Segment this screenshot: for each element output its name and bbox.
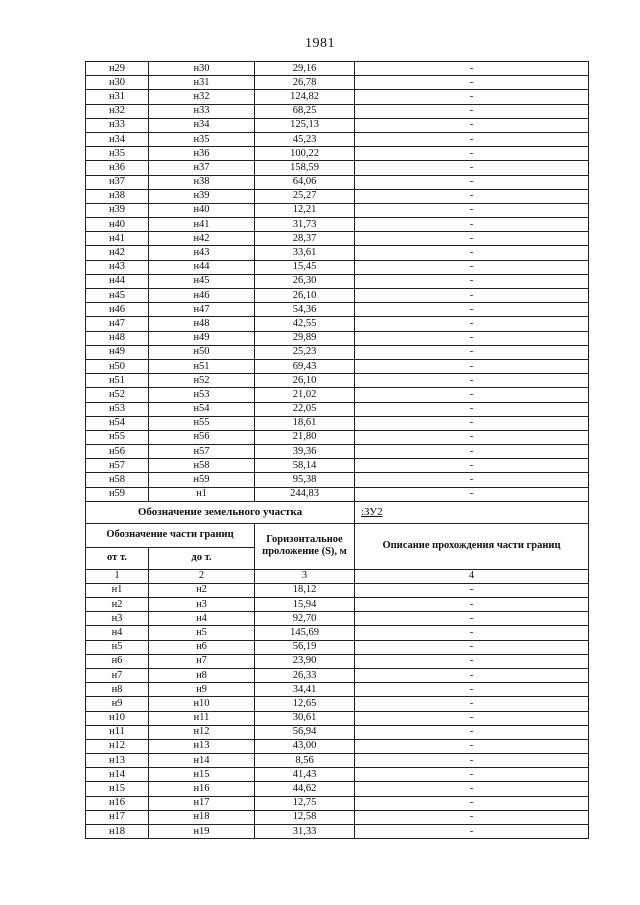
to-point-cell: н50 bbox=[149, 345, 255, 359]
distance-cell: 29,16 bbox=[255, 62, 355, 76]
column-number: 1 bbox=[86, 569, 149, 583]
table-row bbox=[86, 232, 589, 246]
distance-cell: 92,70 bbox=[255, 612, 355, 626]
description-cell: - bbox=[355, 147, 589, 161]
table-row bbox=[86, 711, 589, 725]
parcel-designation-label: Обозначение земельного участка bbox=[86, 501, 355, 523]
distance-cell: 26,10 bbox=[255, 289, 355, 303]
table-row bbox=[86, 754, 589, 768]
to-point-cell: н6 bbox=[149, 640, 255, 654]
from-point-cell: н15 bbox=[86, 782, 149, 796]
description-cell: - bbox=[355, 459, 589, 473]
to-point-cell: н51 bbox=[149, 359, 255, 373]
to-point-cell: н4 bbox=[149, 612, 255, 626]
description-cell: - bbox=[355, 303, 589, 317]
from-point-cell: н5 bbox=[86, 640, 149, 654]
from-point-cell: н49 bbox=[86, 345, 149, 359]
to-point-cell: н5 bbox=[149, 626, 255, 640]
description-cell: - bbox=[355, 189, 589, 203]
to-point-cell: н15 bbox=[149, 768, 255, 782]
from-point-cell: н57 bbox=[86, 459, 149, 473]
table-row bbox=[86, 825, 589, 839]
description-cell: - bbox=[355, 754, 589, 768]
to-point-header: до т. bbox=[149, 547, 255, 569]
table-row bbox=[86, 175, 589, 189]
description-header: Описание прохождения части границ bbox=[355, 523, 589, 569]
from-point-cell: н55 bbox=[86, 430, 149, 444]
table-row bbox=[86, 161, 589, 175]
to-point-cell: н45 bbox=[149, 274, 255, 288]
to-point-cell: н13 bbox=[149, 739, 255, 753]
boundary-rows-zu2 bbox=[86, 583, 589, 838]
to-point-cell: н40 bbox=[149, 203, 255, 217]
from-point-cell: н50 bbox=[86, 359, 149, 373]
table-row bbox=[86, 739, 589, 753]
table-row bbox=[86, 640, 589, 654]
to-point-cell: н44 bbox=[149, 260, 255, 274]
from-point-cell: н36 bbox=[86, 161, 149, 175]
to-point-cell: н53 bbox=[149, 388, 255, 402]
description-cell: - bbox=[355, 388, 589, 402]
table-row bbox=[86, 782, 589, 796]
description-cell: - bbox=[355, 640, 589, 654]
to-point-cell: н59 bbox=[149, 473, 255, 487]
from-point-cell: н7 bbox=[86, 668, 149, 682]
distance-cell: 18,61 bbox=[255, 416, 355, 430]
from-point-cell: н33 bbox=[86, 118, 149, 132]
description-cell: - bbox=[355, 416, 589, 430]
description-cell: - bbox=[355, 796, 589, 810]
distance-cell: 26,33 bbox=[255, 668, 355, 682]
distance-cell: 68,25 bbox=[255, 104, 355, 118]
table-row bbox=[86, 274, 589, 288]
distance-cell: 56,94 bbox=[255, 725, 355, 739]
boundary-rows-continued bbox=[86, 62, 589, 502]
description-cell: - bbox=[355, 76, 589, 90]
from-point-cell: н9 bbox=[86, 697, 149, 711]
table-row bbox=[86, 612, 589, 626]
to-point-cell: н42 bbox=[149, 232, 255, 246]
table-row bbox=[86, 90, 589, 104]
to-point-cell: н3 bbox=[149, 598, 255, 612]
description-cell: - bbox=[355, 118, 589, 132]
table-row bbox=[86, 668, 589, 682]
boundary-table bbox=[85, 61, 589, 839]
description-cell: - bbox=[355, 62, 589, 76]
from-point-cell: н52 bbox=[86, 388, 149, 402]
to-point-cell: н32 bbox=[149, 90, 255, 104]
to-point-cell: н7 bbox=[149, 654, 255, 668]
to-point-cell: н37 bbox=[149, 161, 255, 175]
from-point-cell: н16 bbox=[86, 796, 149, 810]
table-row bbox=[86, 725, 589, 739]
to-point-cell: н30 bbox=[149, 62, 255, 76]
page-number: 1981 bbox=[305, 36, 335, 51]
to-point-cell: н52 bbox=[149, 374, 255, 388]
distance-cell: 21,80 bbox=[255, 430, 355, 444]
to-point-cell: н47 bbox=[149, 303, 255, 317]
table-row bbox=[86, 289, 589, 303]
table-row bbox=[86, 654, 589, 668]
to-point-cell: н8 bbox=[149, 668, 255, 682]
to-point-cell: н43 bbox=[149, 246, 255, 260]
to-point-cell: н55 bbox=[149, 416, 255, 430]
from-point-cell: н42 bbox=[86, 246, 149, 260]
to-point-cell: н9 bbox=[149, 683, 255, 697]
from-point-cell: н12 bbox=[86, 739, 149, 753]
column-number: 4 bbox=[355, 569, 589, 583]
from-point-cell: н39 bbox=[86, 203, 149, 217]
table-row bbox=[86, 388, 589, 402]
distance-cell: 28,37 bbox=[255, 232, 355, 246]
from-point-cell: н54 bbox=[86, 416, 149, 430]
table-row bbox=[86, 118, 589, 132]
distance-cell: 18,12 bbox=[255, 583, 355, 597]
to-point-cell: н10 bbox=[149, 697, 255, 711]
distance-cell: 12,75 bbox=[255, 796, 355, 810]
from-point-cell: н13 bbox=[86, 754, 149, 768]
description-cell: - bbox=[355, 583, 589, 597]
from-point-cell: н46 bbox=[86, 303, 149, 317]
distance-cell: 25,23 bbox=[255, 345, 355, 359]
description-cell: - bbox=[355, 317, 589, 331]
description-cell: - bbox=[355, 668, 589, 682]
from-point-cell: н29 bbox=[86, 62, 149, 76]
distance-cell: 145,69 bbox=[255, 626, 355, 640]
description-cell: - bbox=[355, 782, 589, 796]
column-number-row bbox=[86, 569, 589, 583]
from-point-cell: н43 bbox=[86, 260, 149, 274]
to-point-cell: н31 bbox=[149, 76, 255, 90]
distance-cell: 30,61 bbox=[255, 711, 355, 725]
from-point-cell: н4 bbox=[86, 626, 149, 640]
distance-cell: 39,36 bbox=[255, 445, 355, 459]
to-point-cell: н57 bbox=[149, 445, 255, 459]
distance-cell: 42,55 bbox=[255, 317, 355, 331]
table-row bbox=[86, 218, 589, 232]
description-cell: - bbox=[355, 598, 589, 612]
from-point-cell: н37 bbox=[86, 175, 149, 189]
description-cell: - bbox=[355, 203, 589, 217]
description-cell: - bbox=[355, 711, 589, 725]
to-point-cell: н56 bbox=[149, 430, 255, 444]
distance-cell: 100,22 bbox=[255, 147, 355, 161]
from-point-cell: н35 bbox=[86, 147, 149, 161]
distance-cell: 26,10 bbox=[255, 374, 355, 388]
description-cell: - bbox=[355, 289, 589, 303]
to-point-cell: н12 bbox=[149, 725, 255, 739]
distance-cell: 33,61 bbox=[255, 246, 355, 260]
distance-cell: 12,21 bbox=[255, 203, 355, 217]
table-row bbox=[86, 331, 589, 345]
table-row bbox=[86, 76, 589, 90]
horizontal-distance-header: Горизонтальное проложение (S), м bbox=[255, 523, 355, 569]
description-cell: - bbox=[355, 104, 589, 118]
column-number: 2 bbox=[149, 569, 255, 583]
description-cell: - bbox=[355, 331, 589, 345]
distance-cell: 8,56 bbox=[255, 754, 355, 768]
description-cell: - bbox=[355, 810, 589, 824]
from-point-cell: н56 bbox=[86, 445, 149, 459]
distance-cell: 12,58 bbox=[255, 810, 355, 824]
distance-cell: 15,94 bbox=[255, 598, 355, 612]
description-cell: - bbox=[355, 612, 589, 626]
table-row bbox=[86, 626, 589, 640]
distance-cell: 95,38 bbox=[255, 473, 355, 487]
table-row bbox=[86, 459, 589, 473]
distance-cell: 23,90 bbox=[255, 654, 355, 668]
table-row bbox=[86, 683, 589, 697]
to-point-cell: н49 bbox=[149, 331, 255, 345]
to-point-cell: н54 bbox=[149, 402, 255, 416]
description-cell: - bbox=[355, 260, 589, 274]
to-point-cell: н46 bbox=[149, 289, 255, 303]
table-row bbox=[86, 598, 589, 612]
table-row bbox=[86, 260, 589, 274]
parcel-code: :ЗУ2 bbox=[361, 506, 383, 519]
description-cell: - bbox=[355, 175, 589, 189]
table-row bbox=[86, 359, 589, 373]
distance-cell: 25,27 bbox=[255, 189, 355, 203]
distance-cell: 43,00 bbox=[255, 739, 355, 753]
distance-cell: 22,05 bbox=[255, 402, 355, 416]
to-point-cell: н36 bbox=[149, 147, 255, 161]
table-row bbox=[86, 104, 589, 118]
from-point-cell: н1 bbox=[86, 583, 149, 597]
distance-cell: 15,45 bbox=[255, 260, 355, 274]
table-row bbox=[86, 583, 589, 597]
from-point-cell: н58 bbox=[86, 473, 149, 487]
table-row bbox=[86, 697, 589, 711]
from-point-cell: н48 bbox=[86, 331, 149, 345]
to-point-cell: н16 bbox=[149, 782, 255, 796]
description-cell: - bbox=[355, 487, 589, 501]
parcel-section-header bbox=[86, 501, 589, 583]
to-point-cell: н17 bbox=[149, 796, 255, 810]
table-row bbox=[86, 345, 589, 359]
distance-cell: 58,14 bbox=[255, 459, 355, 473]
description-cell: - bbox=[355, 683, 589, 697]
from-point-cell: н51 bbox=[86, 374, 149, 388]
description-cell: - bbox=[355, 473, 589, 487]
description-cell: - bbox=[355, 445, 589, 459]
distance-cell: 26,78 bbox=[255, 76, 355, 90]
distance-cell: 21,02 bbox=[255, 388, 355, 402]
from-point-cell: н8 bbox=[86, 683, 149, 697]
distance-cell: 244,83 bbox=[255, 487, 355, 501]
description-cell: - bbox=[355, 430, 589, 444]
table-row bbox=[86, 62, 589, 76]
to-point-cell: н58 bbox=[149, 459, 255, 473]
to-point-cell: н14 bbox=[149, 754, 255, 768]
description-cell: - bbox=[355, 246, 589, 260]
table-row bbox=[86, 374, 589, 388]
distance-cell: 26,30 bbox=[255, 274, 355, 288]
from-point-cell: н40 bbox=[86, 218, 149, 232]
description-cell: - bbox=[355, 374, 589, 388]
from-point-cell: н14 bbox=[86, 768, 149, 782]
table-row bbox=[86, 132, 589, 146]
from-point-cell: н45 bbox=[86, 289, 149, 303]
distance-cell: 45,23 bbox=[255, 132, 355, 146]
description-cell: - bbox=[355, 402, 589, 416]
table-row bbox=[86, 189, 589, 203]
from-point-cell: н59 bbox=[86, 487, 149, 501]
distance-cell: 31,33 bbox=[255, 825, 355, 839]
to-point-cell: н11 bbox=[149, 711, 255, 725]
distance-cell: 56,19 bbox=[255, 640, 355, 654]
description-cell: - bbox=[355, 90, 589, 104]
from-point-cell: н32 bbox=[86, 104, 149, 118]
table-row bbox=[86, 303, 589, 317]
to-point-cell: н39 bbox=[149, 189, 255, 203]
description-cell: - bbox=[355, 359, 589, 373]
from-point-cell: н53 bbox=[86, 402, 149, 416]
distance-cell: 31,73 bbox=[255, 218, 355, 232]
table-row bbox=[86, 147, 589, 161]
from-point-cell: н38 bbox=[86, 189, 149, 203]
to-point-cell: н19 bbox=[149, 825, 255, 839]
description-cell: - bbox=[355, 218, 589, 232]
to-point-cell: н48 bbox=[149, 317, 255, 331]
table-row bbox=[86, 796, 589, 810]
description-cell: - bbox=[355, 739, 589, 753]
table-row bbox=[86, 487, 589, 501]
description-cell: - bbox=[355, 725, 589, 739]
table-row bbox=[86, 203, 589, 217]
description-cell: - bbox=[355, 274, 589, 288]
description-cell: - bbox=[355, 161, 589, 175]
description-cell: - bbox=[355, 768, 589, 782]
from-point-cell: н30 bbox=[86, 76, 149, 90]
from-point-cell: н10 bbox=[86, 711, 149, 725]
from-point-cell: н44 bbox=[86, 274, 149, 288]
to-point-cell: н18 bbox=[149, 810, 255, 824]
description-cell: - bbox=[355, 232, 589, 246]
description-cell: - bbox=[355, 654, 589, 668]
to-point-cell: н41 bbox=[149, 218, 255, 232]
column-number: 3 bbox=[255, 569, 355, 583]
distance-cell: 54,36 bbox=[255, 303, 355, 317]
table-row bbox=[86, 416, 589, 430]
to-point-cell: н2 bbox=[149, 583, 255, 597]
table-row bbox=[86, 473, 589, 487]
from-point-cell: н3 bbox=[86, 612, 149, 626]
distance-cell: 41,43 bbox=[255, 768, 355, 782]
distance-cell: 69,43 bbox=[255, 359, 355, 373]
distance-cell: 44,62 bbox=[255, 782, 355, 796]
from-point-cell: н34 bbox=[86, 132, 149, 146]
table-row bbox=[86, 430, 589, 444]
from-point-cell: н41 bbox=[86, 232, 149, 246]
boundary-part-header: Обозначение части границ bbox=[86, 523, 255, 547]
table-row bbox=[86, 445, 589, 459]
table-row bbox=[86, 246, 589, 260]
to-point-cell: н38 bbox=[149, 175, 255, 189]
table-row bbox=[86, 768, 589, 782]
to-point-cell: н33 bbox=[149, 104, 255, 118]
distance-cell: 64,06 bbox=[255, 175, 355, 189]
from-point-cell: н2 bbox=[86, 598, 149, 612]
from-point-cell: н11 bbox=[86, 725, 149, 739]
description-cell: - bbox=[355, 626, 589, 640]
table-row bbox=[86, 317, 589, 331]
to-point-cell: н34 bbox=[149, 118, 255, 132]
distance-cell: 124,82 bbox=[255, 90, 355, 104]
to-point-cell: н1 bbox=[149, 487, 255, 501]
description-cell: - bbox=[355, 697, 589, 711]
table-row bbox=[86, 402, 589, 416]
table-row bbox=[86, 810, 589, 824]
distance-cell: 158,59 bbox=[255, 161, 355, 175]
description-cell: - bbox=[355, 825, 589, 839]
distance-cell: 12,65 bbox=[255, 697, 355, 711]
from-point-cell: н31 bbox=[86, 90, 149, 104]
to-point-cell: н35 bbox=[149, 132, 255, 146]
from-point-cell: н6 bbox=[86, 654, 149, 668]
distance-cell: 29,89 bbox=[255, 331, 355, 345]
from-point-header: от т. bbox=[86, 547, 149, 569]
description-cell: - bbox=[355, 132, 589, 146]
distance-cell: 125,13 bbox=[255, 118, 355, 132]
distance-cell: 34,41 bbox=[255, 683, 355, 697]
from-point-cell: н18 bbox=[86, 825, 149, 839]
from-point-cell: н47 bbox=[86, 317, 149, 331]
from-point-cell: н17 bbox=[86, 810, 149, 824]
description-cell: - bbox=[355, 345, 589, 359]
